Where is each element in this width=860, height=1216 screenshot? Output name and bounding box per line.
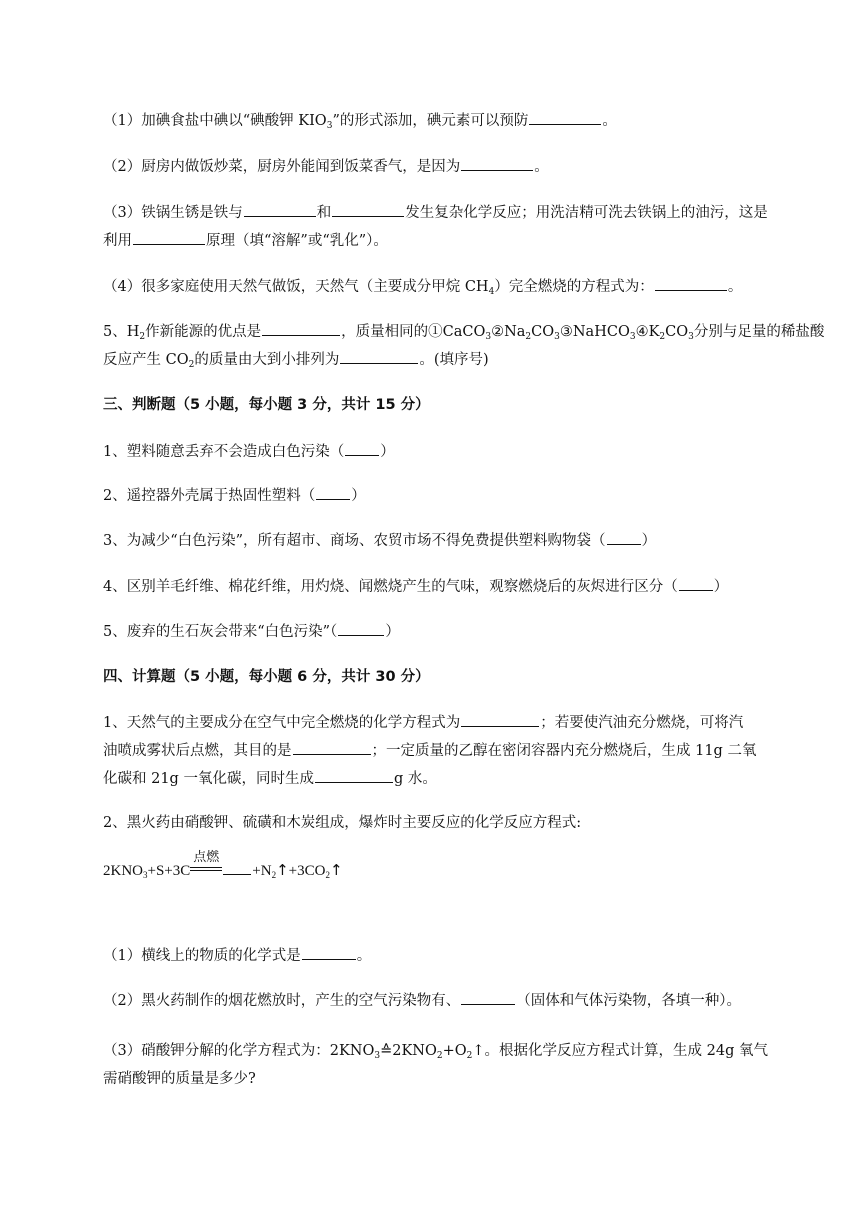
text: ↑。根据化学反应方程式计算，生成 24g 氧气 <box>472 1043 769 1059</box>
calc-question-2-intro: 2、黑火药由硝酸钾、硫磺和木炭组成，爆炸时主要反应的化学反应方程式: <box>103 815 582 831</box>
question-4-part-3-line-2 <box>103 230 783 251</box>
text: 2KNO <box>103 863 143 879</box>
answer-blank[interactable] <box>655 276 727 291</box>
text: 1、天然气的主要成分在空气中完全燃烧的化学方程式为 <box>103 715 461 731</box>
text: ）完全燃烧的方程式为： <box>494 279 654 295</box>
text: ） <box>351 488 366 504</box>
subscript: 2 <box>659 332 666 342</box>
subscript: 2 <box>325 870 330 880</box>
subscript: 2 <box>271 870 277 880</box>
answer-blank[interactable] <box>607 530 641 545</box>
question-4-part-1 <box>103 110 783 131</box>
double-line-sign <box>190 867 222 871</box>
section-4-title: 四、计算题（5 小题，每小题 6 分，共计 30 分） <box>103 669 430 685</box>
condition-label: 点燃 <box>193 850 220 865</box>
calc-question-2-part-3-line-2: 需硝酸钾的质量是多少? <box>103 1071 256 1087</box>
calc-question-1-line-2 <box>103 740 783 761</box>
text: 。 <box>534 159 549 175</box>
subscript: 3 <box>143 870 148 880</box>
question-4-part-4 <box>103 276 783 297</box>
answer-blank[interactable] <box>332 202 404 217</box>
answer-blank[interactable] <box>461 712 539 727</box>
text: ；一定质量的乙醇在密闭容器内充分燃烧后，生成 11g 二氧 <box>371 743 757 759</box>
reaction-condition <box>190 850 222 880</box>
answer-blank[interactable] <box>262 321 340 336</box>
subscript: 2 <box>525 332 532 342</box>
text: （固体和气体污染物，各填一种）。 <box>516 993 741 1009</box>
text: 。 <box>356 948 372 964</box>
subscript: 3 <box>554 332 560 342</box>
text: ④K <box>635 324 660 340</box>
subscript: 2 <box>436 1051 443 1061</box>
gas-arrow-icon: ↑ <box>329 861 343 879</box>
answer-blank[interactable] <box>223 860 251 875</box>
gunpowder-equation <box>103 850 343 880</box>
text: （2）黑火药制作的烟花燃放时，产生的空气污染物有、 <box>103 993 461 1009</box>
text: ≙2KNO <box>380 1043 437 1059</box>
text: （1）横线上的物质的化学式是 <box>103 948 301 964</box>
text: 5、废弃的生石灰会带来“白色污染”（ <box>103 624 338 640</box>
text: 3、为减少“白色污染”，所有超市、商场、农贸市场不得免费提供塑料购物袋（ <box>103 533 606 549</box>
answer-blank[interactable] <box>529 110 601 125</box>
calc-question-1-line-1 <box>103 712 783 733</box>
text: （2）厨房内做饭炒菜，厨房外能闻到饭菜香气，是因为 <box>103 159 461 175</box>
text: CO <box>665 324 689 340</box>
text: ） <box>641 533 657 549</box>
answer-blank[interactable] <box>340 349 418 364</box>
gas-arrow-icon: ↑ <box>276 861 289 879</box>
text: 原理（填“溶解”或“乳化”）。 <box>206 233 388 249</box>
judgement-item-1 <box>103 441 783 462</box>
question-4-part-3-line-1 <box>103 202 783 223</box>
question-5-line-1 <box>103 321 825 342</box>
text: CO <box>531 324 555 340</box>
answer-blank[interactable] <box>338 621 384 636</box>
text: ”的形式添加，碘元素可以预防 <box>332 113 529 129</box>
text: 4、区别羊毛纤维、棉花纤维，用灼烧、闻燃烧产生的气味，观察燃烧后的灰烬进行区分（ <box>103 579 678 595</box>
section-3-title: 三、判断题（5 小题，每小题 3 分，共计 15 分） <box>103 397 430 413</box>
text: 。 <box>727 279 743 295</box>
text: ②Na <box>491 324 526 340</box>
judgement-item-2 <box>103 485 783 506</box>
text: ） <box>713 579 729 595</box>
judgement-item-3 <box>103 530 783 551</box>
text: ③NaHCO <box>559 324 630 340</box>
text: ） <box>385 624 400 640</box>
text: +S+3C <box>147 863 191 879</box>
text: 利用 <box>103 233 132 249</box>
question-5-line-2 <box>103 349 783 370</box>
subscript: 2 <box>188 360 195 370</box>
judgement-item-4 <box>103 576 783 597</box>
text: 油喷成雾状后点燃，其目的是 <box>103 743 292 759</box>
text: ） <box>380 444 395 460</box>
text: 5、H <box>103 324 140 340</box>
answer-blank[interactable] <box>315 768 393 783</box>
calc-question-1-line-3 <box>103 768 783 789</box>
answer-blank[interactable] <box>293 740 371 755</box>
text: 作新能源的优点是 <box>145 324 262 340</box>
text: （4）很多家庭使用天然气做饭，天然气（主要成分甲烷 CH <box>103 279 489 295</box>
answer-blank[interactable] <box>461 156 533 171</box>
text: 1、塑料随意丢弃不会造成白色污染（ <box>103 444 345 460</box>
answer-blank[interactable] <box>244 202 316 217</box>
text: （3）硝酸钾分解的化学方程式为：2KNO <box>103 1043 375 1059</box>
answer-blank[interactable] <box>133 230 205 245</box>
subscript: 3 <box>688 332 694 342</box>
subscript: 3 <box>374 1051 381 1061</box>
text: 。(填序号) <box>419 352 489 368</box>
text: 分别与足量的稀盐酸 <box>693 324 825 340</box>
text: ；若要使汽油充分燃烧，可将汽 <box>540 715 744 731</box>
answer-blank[interactable] <box>345 441 379 456</box>
subscript: 4 <box>488 287 495 297</box>
text: 化碳和 21g 一氧化碳，同时生成 <box>103 771 314 787</box>
calc-question-2-part-2 <box>103 990 783 1011</box>
question-4-part-2 <box>103 156 783 177</box>
text: +3CO <box>288 863 326 879</box>
text: +N <box>252 863 272 879</box>
text: +O <box>442 1043 467 1059</box>
text: 的质量由大到小排列为 <box>194 352 340 368</box>
answer-blank[interactable] <box>461 990 515 1005</box>
judgement-item-5 <box>103 621 783 642</box>
calc-question-2-part-3-line-1 <box>103 1041 783 1061</box>
answer-blank[interactable] <box>679 576 713 591</box>
subscript: 2 <box>139 332 146 342</box>
subscript: 3 <box>629 332 636 342</box>
text: 2、遥控器外壳属于热固性塑料（ <box>103 488 316 504</box>
text: ，质量相同的①CaCO <box>341 324 486 340</box>
text: 和 <box>316 205 332 221</box>
text: g 水。 <box>393 771 437 787</box>
text: 反应产生 CO <box>103 352 189 368</box>
text: （1）加碘食盐中碘以“碘酸钾 KIO <box>103 113 327 129</box>
subscript: 3 <box>485 332 492 342</box>
text: （3）铁锅生锈是铁与 <box>103 205 243 221</box>
subscript: 3 <box>326 121 333 131</box>
subscript: 2 <box>466 1051 473 1061</box>
answer-blank[interactable] <box>302 945 356 960</box>
calc-question-2-part-1 <box>103 945 783 966</box>
text: 发生复杂化学反应；用洗洁精可洗去铁锅上的油污，这是 <box>405 205 768 221</box>
answer-blank[interactable] <box>316 485 350 500</box>
text: 。 <box>602 113 617 129</box>
